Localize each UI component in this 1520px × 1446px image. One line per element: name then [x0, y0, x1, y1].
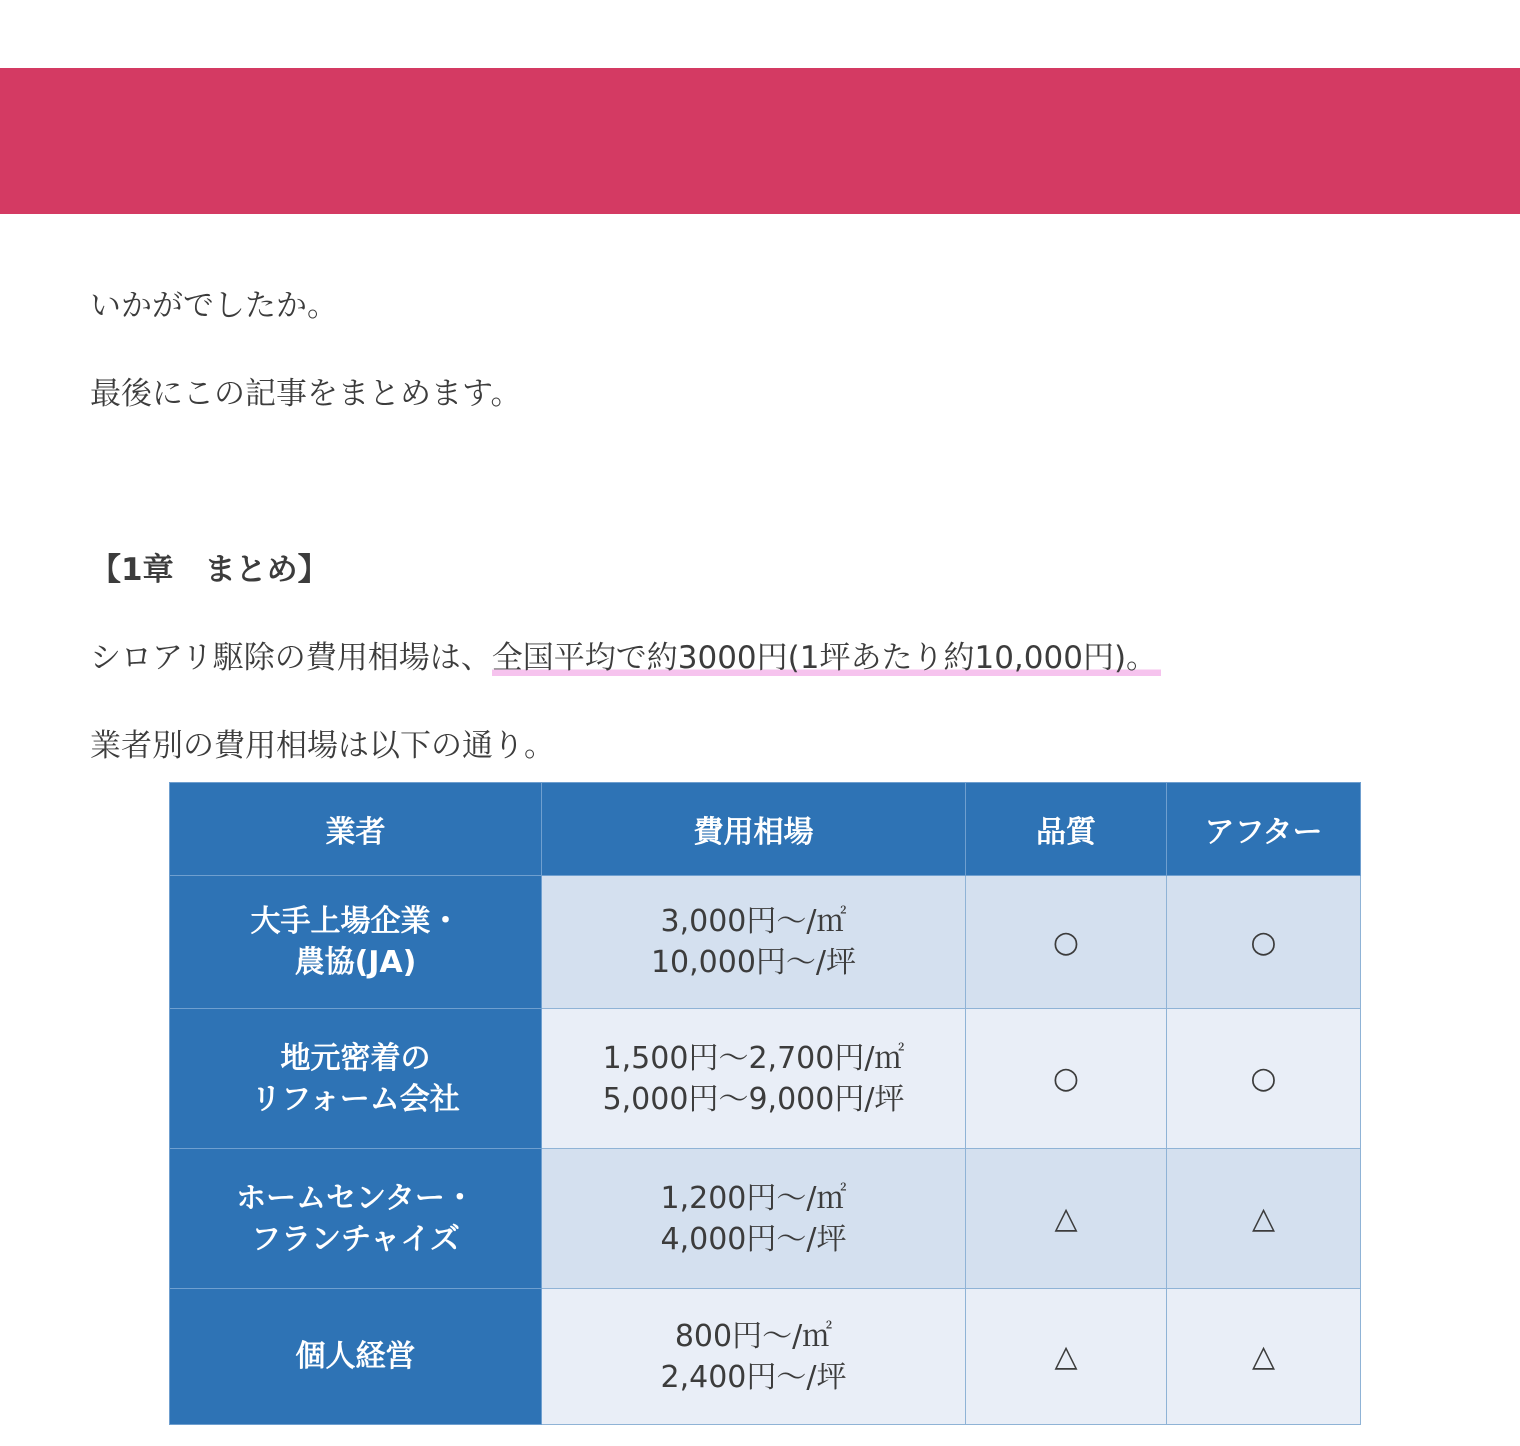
summary-paragraph: [90, 638, 1161, 678]
cost-line: 10,000円〜/坪: [650, 945, 857, 980]
cost-table-image: [169, 782, 1360, 1424]
vendor-line: ホームセンター・: [236, 1180, 475, 1216]
quality-mark: △: [966, 1149, 1167, 1289]
after-mark: ○: [1167, 1009, 1361, 1149]
vendor-line: 大手上場企業・: [250, 904, 461, 939]
vendor-line: 農協(JA): [294, 945, 417, 980]
cost-line: 5,000円〜9,000円/坪: [602, 1081, 905, 1117]
table-row: [170, 1149, 1361, 1289]
header-cost: 費用相場: [542, 783, 966, 876]
cost-line: 1,500円〜2,700円/㎡: [602, 1040, 905, 1076]
quality-mark: ○: [966, 876, 1167, 1009]
summary-text: シロアリ駆除の費用相場は、: [90, 640, 492, 676]
vendor-line: フランチャイズ: [251, 1221, 460, 1257]
cost-line: 800円〜/㎡: [674, 1318, 833, 1354]
header-after: アフター: [1167, 783, 1361, 876]
vendor-cell: [170, 1009, 542, 1149]
cost-line: 1,200円〜/㎡: [660, 1180, 847, 1216]
after-mark: △: [1167, 1149, 1361, 1289]
header-vendor: 業者: [170, 783, 542, 876]
table-header-row: [170, 783, 1361, 876]
quality-mark: △: [966, 1289, 1167, 1425]
cost-cell: [542, 876, 966, 1009]
quality-mark: ○: [966, 1009, 1167, 1149]
vendor-line: 個人経営: [295, 1339, 416, 1374]
cost-line: 2,400円〜/坪: [660, 1359, 847, 1395]
intro-paragraph: いかがでしたか。: [90, 288, 338, 324]
table-row: [170, 1009, 1361, 1149]
after-mark: ○: [1167, 876, 1361, 1009]
vendor-cell: [170, 1289, 542, 1425]
cost-cell: [542, 1149, 966, 1289]
section-heading-band: [0, 10, 1520, 214]
cost-line: 3,000円〜/㎡: [660, 904, 847, 939]
vendor-cell: [170, 1149, 542, 1289]
cost-cell: [542, 1289, 966, 1425]
chapter-title: 【1章 まとめ】: [90, 552, 329, 588]
table-intro-paragraph: 業者別の費用相場は以下の通り。: [90, 728, 555, 764]
vendor-line: リフォーム会社: [251, 1081, 460, 1117]
section-heading: まとめ: [90, 10, 243, 68]
table-row: [170, 876, 1361, 1009]
cost-line: 4,000円〜/坪: [660, 1221, 847, 1257]
cost-table: [169, 782, 1361, 1425]
lead-paragraph: 最後にこの記事をまとめます。: [90, 376, 522, 412]
vendor-line: 地元密着の: [280, 1040, 431, 1076]
cost-cell: [542, 1009, 966, 1149]
vendor-cell: [170, 876, 542, 1009]
summary-highlight: 全国平均で約3000円(1坪あたり約10,000円)。: [492, 640, 1161, 676]
table-row: [170, 1289, 1361, 1425]
header-quality: 品質: [966, 783, 1167, 876]
after-mark: △: [1167, 1289, 1361, 1425]
